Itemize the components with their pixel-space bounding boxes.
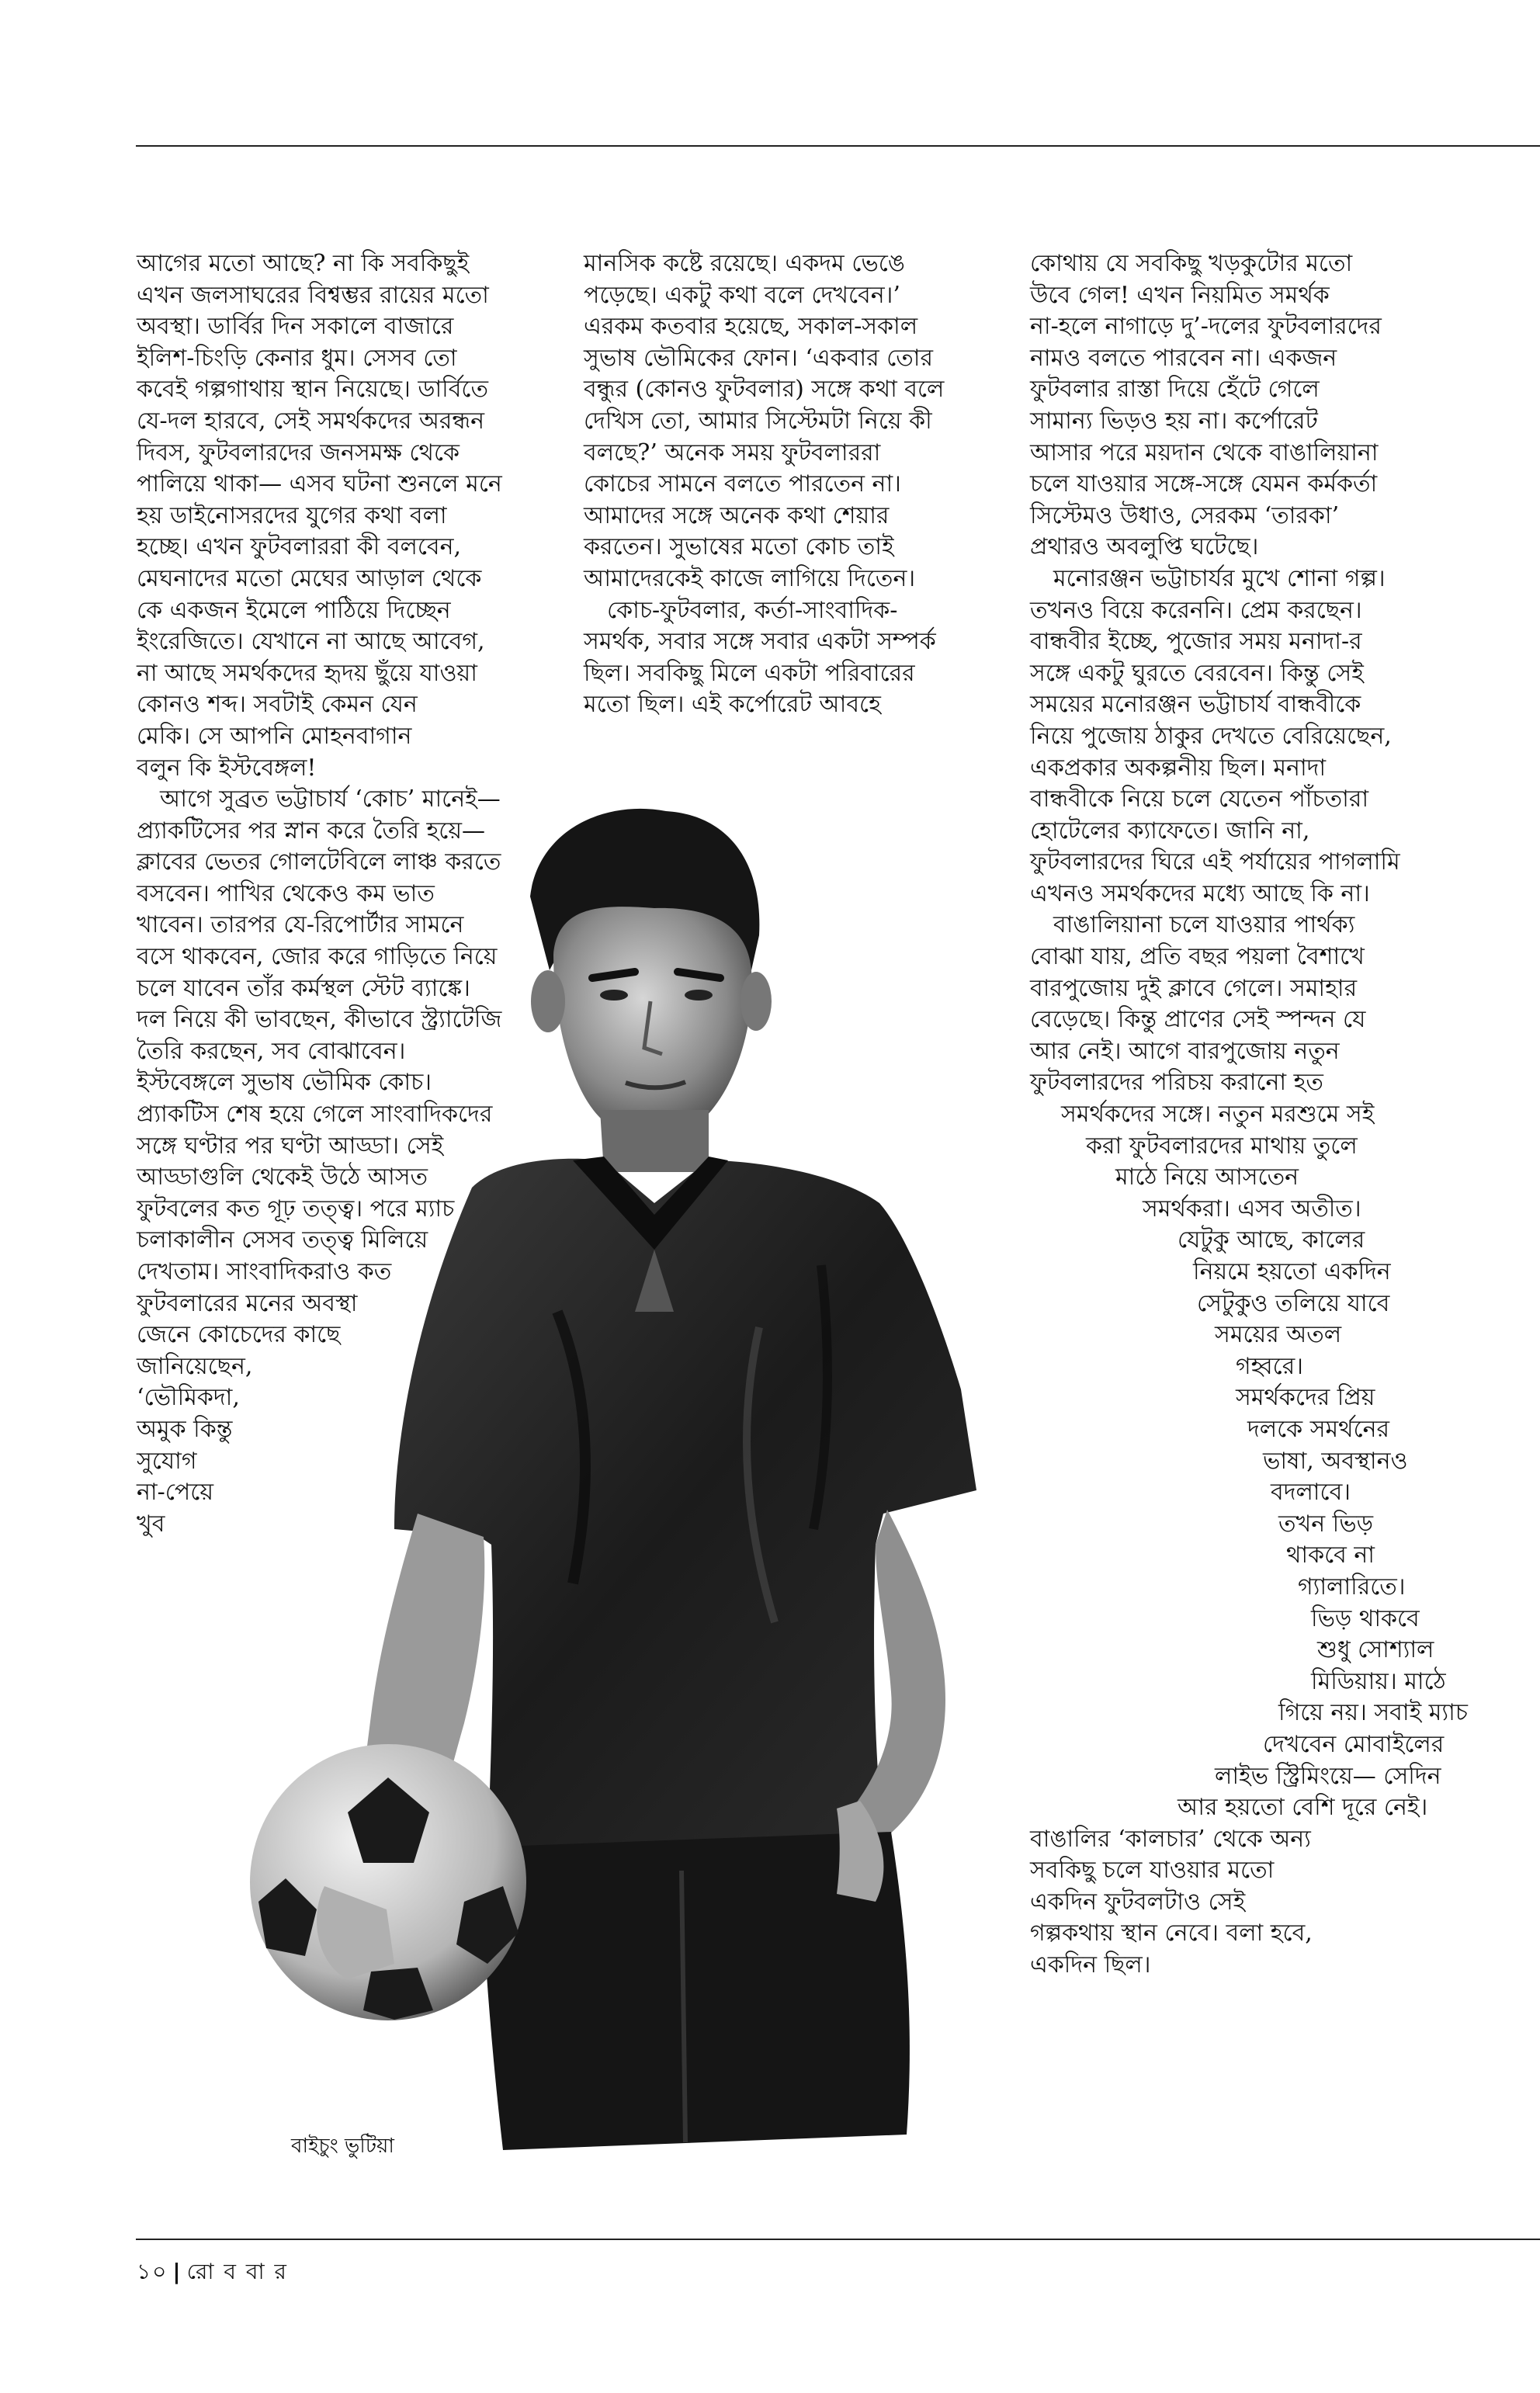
text-line: দেখিস তো, আমার সিস্টেমটা নিয়ে কী bbox=[584, 407, 932, 435]
text-line: দেখতাম। সাংবাদিকরাও কত bbox=[137, 1258, 392, 1285]
text-line: আড্ডাগুলি থেকেই উঠে আসত bbox=[137, 1164, 428, 1191]
text-line: সমর্থক, সবার সঙ্গে সবার একটা সম্পর্ক bbox=[584, 628, 936, 656]
text-line: করা ফুটবলারদের মাথায় তুলে bbox=[1086, 1132, 1358, 1160]
text-line: তৈরি করছেন, সব বোঝাবেন। bbox=[137, 1037, 406, 1065]
bottom-rule bbox=[136, 2239, 1540, 2240]
text-line: সবকিছু চলে যাওয়ার মতো bbox=[1030, 1857, 1275, 1885]
text-line: ইস্টবেঙ্গলে সুভাষ ভৌমিক কোচ। bbox=[137, 1069, 432, 1097]
text-line: একপ্রকার অকল্পনীয় ছিল। মনাদা bbox=[1030, 754, 1327, 782]
text-line: সুভাষ ভৌমিকের ফোন। ‘একবার তোর bbox=[584, 344, 934, 372]
text-line: হচ্ছে। এখন ফুটবলাররা কী বলবেন, bbox=[137, 533, 462, 561]
text-line: প্র্যাকটিস শেষ হয়ে গেলে সাংবাদিকদের bbox=[137, 1101, 493, 1129]
text-line: বোঝা যায়, প্রতি বছর পয়লা বৈশাখে bbox=[1030, 943, 1365, 971]
text-line: সময়ের অতল bbox=[1215, 1321, 1342, 1349]
text-line: ভিড় থাকবে bbox=[1311, 1604, 1420, 1632]
magazine-name: রো ব বা র bbox=[186, 2259, 288, 2284]
text-line: বেড়েছে। কিন্তু প্রাণের সেই স্পন্দন যে bbox=[1030, 1006, 1366, 1034]
text-line: সমর্থকরা। এসব অতীত। bbox=[1143, 1195, 1361, 1223]
text-line: গহ্বরে। bbox=[1236, 1352, 1303, 1380]
text-line: কোচ-ফুটবলার, কর্তা-সাংবাদিক- bbox=[607, 596, 898, 624]
text-line: ছিল। সবকিছু মিলে একটা পরিবারের bbox=[584, 659, 915, 687]
text-line: ‘ভৌমিকদা, bbox=[137, 1384, 240, 1412]
text-line: কোচের সামনে বলতে পারতেন না। bbox=[584, 470, 901, 498]
text-line: না-হলে নাগাড়ে দু’-দলের ফুটবলারদের bbox=[1030, 313, 1382, 341]
text-line: কবেই গল্পগাথায় স্থান নিয়েছে। ডার্বিতে bbox=[137, 376, 488, 404]
text-line: বদলাবে। bbox=[1271, 1479, 1351, 1507]
text-line: নিয়ে পুজোয় ঠাকুর দেখতে বেরিয়েছেন, bbox=[1030, 722, 1392, 750]
paragraph bbox=[1030, 248, 1468, 564]
text-line: নিয়মে হয়তো একদিন bbox=[1193, 1258, 1391, 1285]
text-line: মানসিক কষ্টে রয়েছে। একদম ভেঙে bbox=[584, 250, 905, 277]
text-line: যে-দল হারবে, সেই সমর্থকদের অরন্ধন bbox=[137, 407, 485, 435]
column-2 bbox=[584, 248, 944, 721]
text-line: গিয়ে নয়। সবাই ম্যাচ bbox=[1278, 1699, 1468, 1727]
text-line: মাঠে নিয়ে আসতেন bbox=[1115, 1164, 1299, 1191]
text-line: এখনও সমর্থকদের মধ্যে আছে কি না। bbox=[1030, 879, 1370, 907]
text-line: চলে যাবেন তাঁর কর্মস্থল স্টেট ব্যাঙ্কে। bbox=[137, 974, 470, 1002]
text-line: বারপুজোয় দুই ক্লাবে গেলে। সমাহার bbox=[1030, 974, 1358, 1002]
text-line: আর নেই। আগে বারপুজোয় নতুন bbox=[1030, 1037, 1340, 1065]
column-1 bbox=[137, 248, 502, 1540]
text-line: সময়ের মনোরঞ্জন ভট্টাচার্য বান্ধবীকে bbox=[1030, 691, 1361, 719]
text-line: জানিয়েছেন, bbox=[137, 1352, 253, 1380]
text-line: প্রথারও অবলুপ্তি ঘটেছে। bbox=[1030, 533, 1259, 561]
text-line: বলছে?’ অনেক সময় ফুটবলাররা bbox=[584, 439, 881, 466]
page-footer bbox=[137, 2255, 288, 2291]
text-line: তখন ভিড় bbox=[1278, 1510, 1374, 1538]
text-line: সামান্য ভিড়ও হয় না। কর্পোরেট bbox=[1030, 407, 1318, 435]
text-line: বসবেন। পাখির থেকেও কম ভাত bbox=[137, 879, 435, 907]
text-line: অবস্থা। ডার্বির দিন সকালে বাজারে bbox=[137, 313, 454, 341]
text-line: সঙ্গে ঘণ্টার পর ঘণ্টা আড্ডা। সেই bbox=[137, 1132, 444, 1160]
text-line: কোনও শব্দ। সবটাই কেমন যেন bbox=[137, 691, 418, 719]
text-line: খাবেন। তারপর যে-রিপোর্টার সামনে bbox=[137, 911, 464, 939]
page-number: ১০ bbox=[137, 2259, 168, 2284]
text-line: ভাষা, অবস্থানও bbox=[1263, 1447, 1408, 1475]
text-line: লাইভ স্ট্রিমিংয়ে— সেদিন bbox=[1215, 1762, 1441, 1790]
text-line: নামও বলতে পারবেন না। একজন bbox=[1030, 344, 1337, 372]
text-line: বান্ধবীর ইচ্ছে, পুজোর সময় মনাদা-র bbox=[1030, 628, 1362, 656]
paragraph bbox=[1030, 564, 1468, 910]
footer-separator: | bbox=[172, 2259, 182, 2284]
text-line: একদিন ফুটবলটাও সেই bbox=[1030, 1888, 1246, 1916]
text-line: ইলিশ-চিংড়ি কেনার ধুম। সেসব তো bbox=[137, 344, 457, 372]
text-line: কে একজন ইমেলে পাঠিয়ে দিচ্ছেন bbox=[137, 596, 451, 624]
text-line: শুধু সোশ্যাল bbox=[1317, 1636, 1434, 1664]
text-line: পড়েছে। একটু কথা বলে দেখবেন।’ bbox=[584, 281, 900, 309]
text-line: প্র্যাকটিসের পর স্নান করে তৈরি হয়ে— bbox=[137, 817, 485, 844]
text-line: না-পেয়ে bbox=[137, 1479, 214, 1507]
text-line: যেটুকু আছে, কালের bbox=[1178, 1226, 1365, 1254]
text-line: ফুটবলের কত গূঢ় তত্ত্ব। পরে ম্যাচ bbox=[137, 1195, 455, 1223]
text-line: এখন জলসাঘরের বিশ্বম্ভর রায়ের মতো bbox=[137, 281, 489, 309]
text-line: সুযোগ bbox=[137, 1447, 197, 1475]
text-line: না আছে সমর্থকদের হৃদয় ছুঁয়ে যাওয়া bbox=[137, 659, 477, 687]
text-line: ফুটবলারের মনের অবস্থা bbox=[137, 1289, 358, 1317]
paragraph bbox=[137, 784, 502, 1540]
text-line: জেনে কোচেদের কাছে bbox=[137, 1321, 341, 1349]
text-line: পালিয়ে থাকা— এসব ঘটনা শুনলে মনে bbox=[137, 470, 502, 498]
text-line: আমাদেরকেই কাজে লাগিয়ে দিতেন। bbox=[584, 564, 916, 592]
paragraph bbox=[137, 248, 502, 784]
text-line: উবে গেল! এখন নিয়মিত সমর্থক bbox=[1030, 281, 1330, 309]
text-line: বলুন কি ইস্টবেঙ্গল! bbox=[137, 754, 317, 782]
text-line: চলে যাওয়ার সঙ্গে-সঙ্গে যেমন কর্মকর্তা bbox=[1030, 470, 1378, 498]
text-line: তখনও বিয়ে করেননি। প্রেম করছেন। bbox=[1030, 596, 1362, 624]
text-line: কোথায় যে সবকিছু খড়কুটোর মতো bbox=[1030, 250, 1353, 277]
text-line: গ্যালারিতে। bbox=[1298, 1573, 1406, 1601]
text-line: ক্লাবের ভেতর গোলটেবিলে লাঞ্চ করতে bbox=[137, 848, 501, 876]
paragraph bbox=[1030, 1382, 1468, 1981]
text-line: গল্পকথায় স্থান নেবে। বলা হবে, bbox=[1030, 1920, 1313, 1947]
text-line: আর হয়তো বেশি দূরে নেই। bbox=[1178, 1794, 1428, 1822]
text-line: চলাকালীন সেসব তত্ত্ব মিলিয়ে bbox=[137, 1226, 428, 1254]
text-line: সেটুকুও তলিয়ে যাবে bbox=[1197, 1289, 1390, 1317]
text-line: ফুটবলারদের ঘিরে এই পর্যায়ের পাগলামি bbox=[1030, 848, 1400, 876]
face bbox=[553, 907, 752, 1136]
text-line: মেকি। সে আপনি মোহনবাগান bbox=[137, 722, 412, 750]
text-line: করতেন। সুভাষের মতো কোচ তাই bbox=[584, 533, 894, 561]
text-line: দল নিয়ে কী ভাবছেন, কীভাবে স্ট্র্যাটেজি bbox=[137, 1006, 502, 1034]
column-3 bbox=[1030, 248, 1468, 1982]
photo-caption: বাইচুং ভুটিয়া bbox=[291, 2135, 394, 2158]
text-line: বসে থাকবেন, জোর করে গাড়িতে নিয়ে bbox=[137, 943, 498, 971]
top-rule bbox=[136, 145, 1540, 147]
paragraph bbox=[584, 248, 944, 595]
text-line: হোটেলের ক্যাফেতে। জানি না, bbox=[1030, 817, 1310, 844]
text-line: দেখবেন মোবাইলের bbox=[1263, 1730, 1445, 1758]
text-line: আমাদের সঙ্গে অনেক কথা শেয়ার bbox=[584, 501, 890, 529]
text-line: আগে সুব্রত ভট্টাচার্য ‘কোচ’ মানেই— bbox=[160, 786, 501, 813]
text-line: বান্ধবীকে নিয়ে চলে যেতেন পাঁচতারা bbox=[1030, 786, 1369, 813]
text-line: একদিন ছিল। bbox=[1030, 1951, 1151, 1979]
text-line: হয় ডাইনোসরদের যুগের কথা বলা bbox=[137, 501, 447, 529]
text-line: বাঙালির ‘কালচার’ থেকে অন্য bbox=[1030, 1825, 1311, 1853]
text-line: অমুক কিন্তু bbox=[137, 1415, 233, 1443]
text-line: মতো ছিল। এই কর্পোরেট আবহে bbox=[584, 691, 881, 719]
paragraph bbox=[584, 595, 944, 721]
text-line: থাকবে না bbox=[1286, 1542, 1375, 1569]
text-line: বন্ধুর (কোনও ফুটবলার) সঙ্গে কথা বলে bbox=[584, 376, 945, 404]
text-line: ফুটবলারদের পরিচয় করানো হত bbox=[1030, 1069, 1323, 1097]
text-line: বাঙালিয়ানা চলে যাওয়ার পার্থক্য bbox=[1053, 911, 1355, 939]
text-line: আসার পরে ময়দান থেকে বাঙালিয়ানা bbox=[1030, 439, 1379, 466]
text-line: ইংরেজিতে। যেখানে না আছে আবেগ, bbox=[137, 628, 485, 656]
paragraph bbox=[1030, 910, 1468, 1382]
text-line: মেঘনাদের মতো মেঘের আড়াল থেকে bbox=[137, 564, 482, 592]
text-line: দিবস, ফুটবলারদের জনসমক্ষ থেকে bbox=[137, 439, 460, 466]
text-line: ফুটবলার রাস্তা দিয়ে হেঁটে গেলে bbox=[1030, 376, 1320, 404]
text-line: সিস্টেমও উধাও, সেরকম ‘তারকা’ bbox=[1030, 501, 1340, 529]
text-line: আগের মতো আছে? না কি সবকিছুই bbox=[137, 250, 470, 277]
text-line: মিডিয়ায়। মাঠে bbox=[1311, 1667, 1446, 1695]
text-line: সমর্থকদের সঙ্গে। নতুন মরশুমে সই bbox=[1061, 1101, 1375, 1129]
text-line: এরকম কতবার হয়েছে, সকাল-সকাল bbox=[584, 313, 918, 341]
text-line: সঙ্গে একটু ঘুরতে বেরবেন। কিন্তু সেই bbox=[1030, 659, 1364, 687]
text-line: দলকে সমর্থনের bbox=[1247, 1415, 1390, 1443]
text-line: খুব bbox=[137, 1510, 165, 1538]
text-line: সমর্থকদের প্রিয় bbox=[1236, 1384, 1375, 1412]
text-line: মনোরঞ্জন ভট্টাচার্যর মুখে শোনা গল্প। bbox=[1053, 564, 1386, 592]
